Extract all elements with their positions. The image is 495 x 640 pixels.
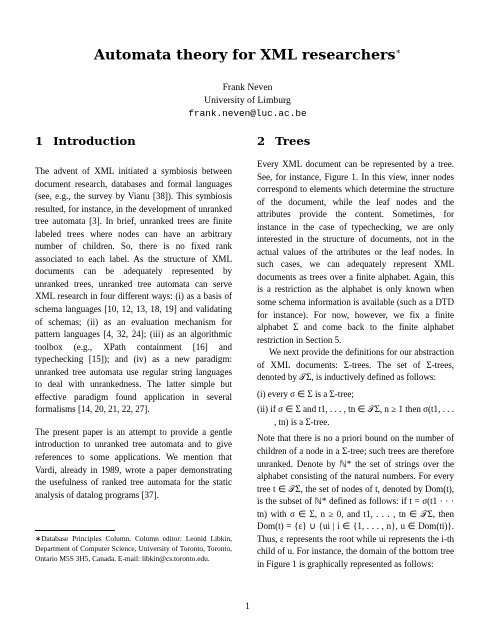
trees-paragraph-3: Note that there is no a priori bound on the number of children of a node in a Σ-tree; such trees are therefore unranked. Denote by ℕ* the set of strings over the alphabet consisting of the natural numbers. For every tree t ∈ 𝒯Σ, the set of nodes of t, denoted by Dom(t), is the subset of ℕ* defined as follows: if t = σ(t1 · · · tn) with σ ∈ Σ, n ≥ 0, and t1, . . . , tn ∈ 𝒯Σ, then Dom(t) = {ε} ∪ {ui | i ∈ {1, . . . , n}, u ∈ Dom(ti)}. Thus, ε represents the root while ui represents the i-th child of u. For instance, the domain of the bottom tree in Figure 1 is graphically represented as follows: [257,433,454,569]
left-column [35,134,232,501]
author-name: Frank Neven [222,82,273,93]
right-column [257,134,454,571]
trees-paragraph-1: Every XML document can be represented by a tree. See, for instance, Figure 1. In this view, inner nodes correspond to elements which determine the structure of the document, while the leaf nodes and the attributes provide the content. Sometimes, for instance in the case of typechecking, we are only interested in the structure of documents, not in the actual values of the attributes or the leaf nodes. In such cases, we can adequately represent XML documents as trees over a finite alphabet. Again, this is a restriction as the alphabet is only known when some schema information is available (such as a DTD for instance). For now, however, we fix a finite alphabet Σ and come back to the finite alphabet restriction in Section 5. [257,159,454,345]
intro-paragraph-2: The present paper is an attempt to provide a gentle introduction to unranked tree automata and to give references to some applications. We mention that Vardi, already in 1989, wrote a paper demonstrating the usefulness of ranked tree automata for the static analysis of datalog programs [37]. [35,426,232,500]
section-heading-trees: 2 Trees [257,134,311,148]
page-number: 1 [245,601,250,611]
paper-title: Automata theory for XML researchers∗ [94,47,401,64]
footnote [35,530,232,564]
author-email: frank.neven@luc.ac.be [188,108,307,119]
trees-paragraph-2: We next provide the definitions for our abstraction of XML documents: Σ-trees. The set of Σ-trees, denoted by 𝒯Σ, is inductively defined as follows: [257,347,454,383]
author-affiliation: University of Limburg [204,95,291,106]
definition-item-2: (ii) if σ ∈ Σ and t1, . . . , tn ∈ 𝒯Σ, n ≥ 1 then σ(t1, . . . , tn) is a Σ-tree. [257,404,454,427]
footnote-text: ∗Database Principles Column. Column editor: Leonid Libkin, Department of Computer Science, University of Toronto, Toronto, Ontario M5S 3H5, Canada. E-mail: libkin@cs.toronto.edu. [35,534,232,563]
author-block [0,81,495,120]
definition-item-1: (i) every σ ∈ Σ is a Σ-tree; [257,388,354,399]
title-footnote-mark: ∗ [395,47,401,56]
definition-list [257,388,454,429]
section-heading-introduction: 1 Introduction [35,134,136,148]
intro-paragraph-1: The advent of XML initiated a symbiosis between document research, databases and formal languages (see, e.g., the survey by Vianu [38]). This symbiosis resulted, for instance, in the development of unranked tree automata [3]. In brief, unranked trees are finite labeled trees where nodes can have an arbitrary number of children. So, there is no fixed rank associated to each label. As the structure of XML documents can be adequately represented by unranked trees, unranked tree automata can serve XML research in four different ways: (i) as a basis of schema languages [10, 12, 13, 18, 19] and validating of schemas; (ii) as an evaluation mechanism for pattern languages [4, 32, 24]; (iii) as an algorithmic toolbox (e.g., XPath containment [16] and typechecking [15]); and (iv) as a new paradigm: unranked tree automata use regular string languages to deal with unrankedness. The latter simple but effective paradigm found application in several formalisms [14, 20, 21, 22, 27]. [35,166,232,415]
